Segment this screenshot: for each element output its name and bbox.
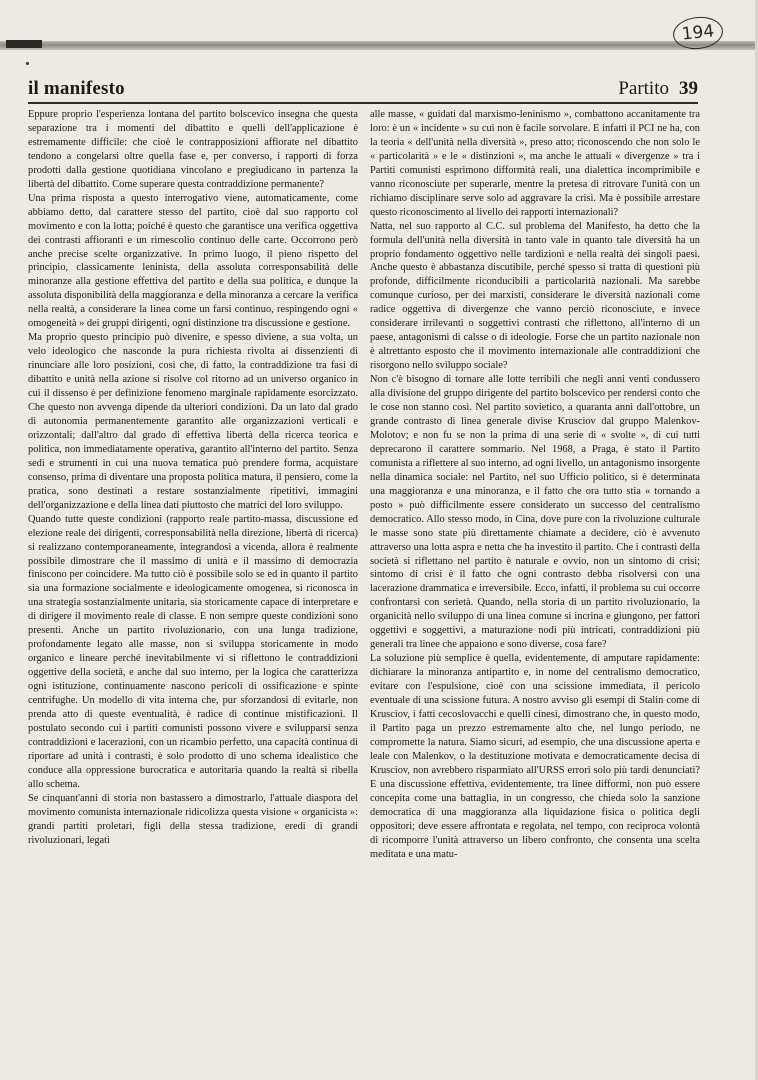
magazine-title: il manifesto (28, 78, 125, 99)
paragraph: La soluzione più semplice è quella, evidentemente, di amputare rapidamente: dichiarare la minoranza antipartito e, in nome del centralismo democratico, evitare con l'espulsione, cioè con una scissione immediata, il pericolo eventuale di una scissione futura. A nostro avviso gli esempi di Stalin come di Krusciov, i fatti cecoslovacchi e quelli cinesi, dimostrano che, in questo modo, il Partito paga un prezzo estremamente alto che, nel lungo periodo, ne compromette la natura. Siamo sicuri, ad esempio, che una discussione aperta e leale con Malenkov, o la destituzione motivata e democraticamente decisa di Krusciov, non avrebbero risparmiato all'URSS errori solo più tardi denunciati? E una discussione effettiva, evidentemente, tra linee difformi, non può essere concepita come una battaglia, in un congresso, che chieda solo la sanzione democratica di una maggioranza alla liquidazione fisica o politica degli oppositori; deve essere affrontata e regolata, nel tempo, con reciproca volontà di ricomporre l'unità attraverso un libero confronto, che consenta una scelta meditata e una matu- (370, 653, 700, 860)
paragraph: Una prima risposta a questo interrogativo viene, automaticamente, come abbiamo detto, dal carattere stesso del partito, cioè dal suo rapporto col movimento e con la lotta; poiché è questo che garantisce una verifica oggettiva dei contrasti affioranti e un rimescolio continuo delle carte. Occorrono però anche precise scelte organizzative. In primo luogo, il pieno rispetto del principio, classicamente leninista, della assoluta corresponsabilità delle minoranze alla gestione effettiva del partito e della sua politica, e dunque la assoluta disponibilità della maggioranza e della minoranza a cercare la verifica nella realtà, a considerare la linea come un farsi continuo, respingendo ogni « omogeneità » dei gruppi dirigenti, ogni distinzione tra discussione e gestione. (28, 192, 358, 330)
page-number: 39 (679, 78, 698, 99)
running-head (618, 78, 698, 100)
header-rule (28, 102, 698, 104)
top-rule-mark (6, 40, 42, 48)
left-column (28, 108, 358, 1063)
paragraph: Non c'è bisogno di tornare alle lotte terribili che negli anni venti condussero alla divisione del gruppo dirigente del partito bolscevico per rendersi conto che le cose non stanno così. Nel partito sovietico, a quaranta anni dall'ottobre, un grande contrasto di linea generale divise Krusciov dal gruppo Malenkov-Molotov; e non fu se non la prima di una serie di « svolte », di cui tutti deprecarono il carattere sommario. Nel 1968, a Praga, è stato il Partito comunista a riflettere al suo interno, ad ogni livello, un antagonismo insorgente nella dinamica sociale: nel Partito, nel suo Ufficio politico, si è determinata una maggioranza e una minoranza, e il fatto che ora tutto stia « tornando a posto » può difficilmente essere considerato un successo del centralismo democratico. Allo stesso modo, in Cina, dove pure con la rivoluzione culturale le masse sono state più direttamente chiamate a decidere, ciò è avvenuto attraverso una lotta aspra e netta che ha investito il partito. Che i contrasti della società si riflettano nel partito è naturale e ovvio, non un sintomo di crisi; sintomo di crisi è il fatto che ogni contrasto debba risolversi con una lacerazione drammatica e irreversibile. Ecco, infatti, il problema su cui occorre confrontarsi con serietà. Quando, nella storia di un partito rivoluzionario, la organicità nello sviluppo di una linea comune si incrina e giungono, per fattori oggettivi e soggettivi, a maturazione nodi più intricati, contraddizioni più generali tra linee che appaiono e sono diverse, cosa fare? (370, 374, 700, 651)
archive-stamp: 194 (671, 14, 724, 51)
right-column (370, 108, 700, 1063)
paragraph: Ma proprio questo principio può divenire, e spesso diviene, a sua volta, un velo ideologico che nasconde la pura richiesta rivolta ai dissenzienti di rinunciare alle loro posizioni, così che, di fatto, la contraddizione tra fasi di dibattito e unità nella azione si risolve col ritorno ad un universo organico in cui il dissenso è per definizione fenomeno marginale rapidamente esorcizzato. Che questo non avvenga dipende da ulteriori condizioni. Da un lato dal grado di autonomia permanentemente garantito alle organizzazioni verticali e orizzontali; dall'altro dal grado di effettiva libertà della ricerca teorica e politica, non immediatamente operativa, garantito all'interno del partito. Senza sedi e strumenti in cui una nuova tematica può prendere forma, acquistare consenso, prima di diventare una proposta politica matura, il pensiero, come la pratica, sono destinati a restare sostanzialmente ripetitivi, immagini dell'organizzazione e della linea dati piuttosto che matrici del loro sviluppo. (28, 332, 358, 511)
paragraph: alle masse, « guidati dal marxismo-leninismo », combattono accanitamente tra loro: è un « incidente » su cui non è facile sorvolare. E infatti il PCI ne ha, con la teoria « dell'unità nella diversità », preso atto; riconoscendo che non solo le « particolarità » e le « distinzioni », ma anche le attuali « divergenze » tra i Partiti comunisti esprimono difformità reali, una dialettica incomprimibile e vanno riconosciute per superarle, mentre la pretesa di ritrovare l'unità con un richiamo disciplinare serve solo ad aggravare la crisi. Ma è possibile arrestare questo riconoscimento al livello dei rapporti internazionali? (370, 109, 700, 218)
paragraph: Se cinquant'anni di storia non bastassero a dimostrarlo, l'attuale diaspora del movimento comunista internazionale ridicolizza questa visione « organicista »: grandi partiti proletari, figli della stessa tradizione, eredi di grandi rivoluzionari, legati (28, 792, 358, 846)
paragraph: Eppure proprio l'esperienza lontana del partito bolscevico insegna che questa separazione tra i momenti del dibattito e quelli dell'applicazione è estremamente difficile: che cioè le contrapposizioni affiorate nel dibattito tendono a congelarsi oltre quella fase e, per converso, i rapporti di forza prodotti dalla gestione quotidiana vincolano e pregiudicano in partenza la libertà del dibattito. Come superare questa contraddizione permanente? (28, 109, 358, 190)
top-rule (0, 41, 758, 50)
paragraph: Quando tutte queste condizioni (rapporto reale partito-massa, discussione ed elezione reale dei dirigenti, corresponsabilità nella direzione, libertà di ricerca) si realizzano contemporaneamente, integrandosi a vicenda, allora è realmente possibile dimostrare che il massimo di unità e il massimo di democrazia finiscono per coincidere. Ma tutto ciò è possibile solo se ed in quanto il partito sia una formazione socialmente e ideologicamente omogenea, si riconosca in una strategia sostanzialmente unitaria, sia storicamente capace di interpretare e di dirigere il movimento reale di classe. E non sempre queste condizioni sono presenti. Anche un partito rivoluzionario, con una lunga tradizione, profondamente legato alle masse, non si sviluppa storicamente in modo organico e lineare perché inevitabilmente vi si riflettono le contraddizioni oggettive della società, e anche dal suo interno, per la logica che caratterizza ogni istituzione, continuamente nascono pericoli di ossificazione e spinte centrifughe. Un modello di vita interna che, pur sforzandosi di evitarle, non prenda atto di queste eventualità, è radice di continue mistificazioni. Il postulato secondo cui i partiti comunisti possono vivere e svilupparsi senza contraddizioni e lacerazioni, con un ricambio perfetto, una capacità continua di riportare ad unità i contrasti, è solo prodotto di uno schema idealistico che conduce alla oppressione burocratica e autoritaria quando la realtà si ribella allo schema. (28, 513, 358, 790)
margin-dot (26, 62, 29, 65)
section-name: Partito (618, 78, 669, 99)
paragraph: Natta, nel suo rapporto al C.C. sul problema del Manifesto, ha detto che la formula dell'unità nella diversità in tanto vale in quanto tale diversità ha un proprio fondamento oggettivo nelle tardizioni e nella realtà dei singoli paesi. Anche questo è abbastanza discutibile, perché spesso si tratta di questioni più profonde, difficilmente riconducibili a particolarità nazionali. Ma sarebbe comunque curioso, per dei marxisti, considerare le diversità nazionali come radice oggettiva di divergenze che vanno perciò riconosciute, e invece considerare irrilevanti o soggettivi contrasti che riflettono, all'interno di un paese, antagonismi di calsse o di ideologie. Forse che un partito nazionale non è altrettanto esposto che il movimento internazionale alle contraddizioni che risorgono nello sviluppo sociale? (370, 220, 700, 372)
